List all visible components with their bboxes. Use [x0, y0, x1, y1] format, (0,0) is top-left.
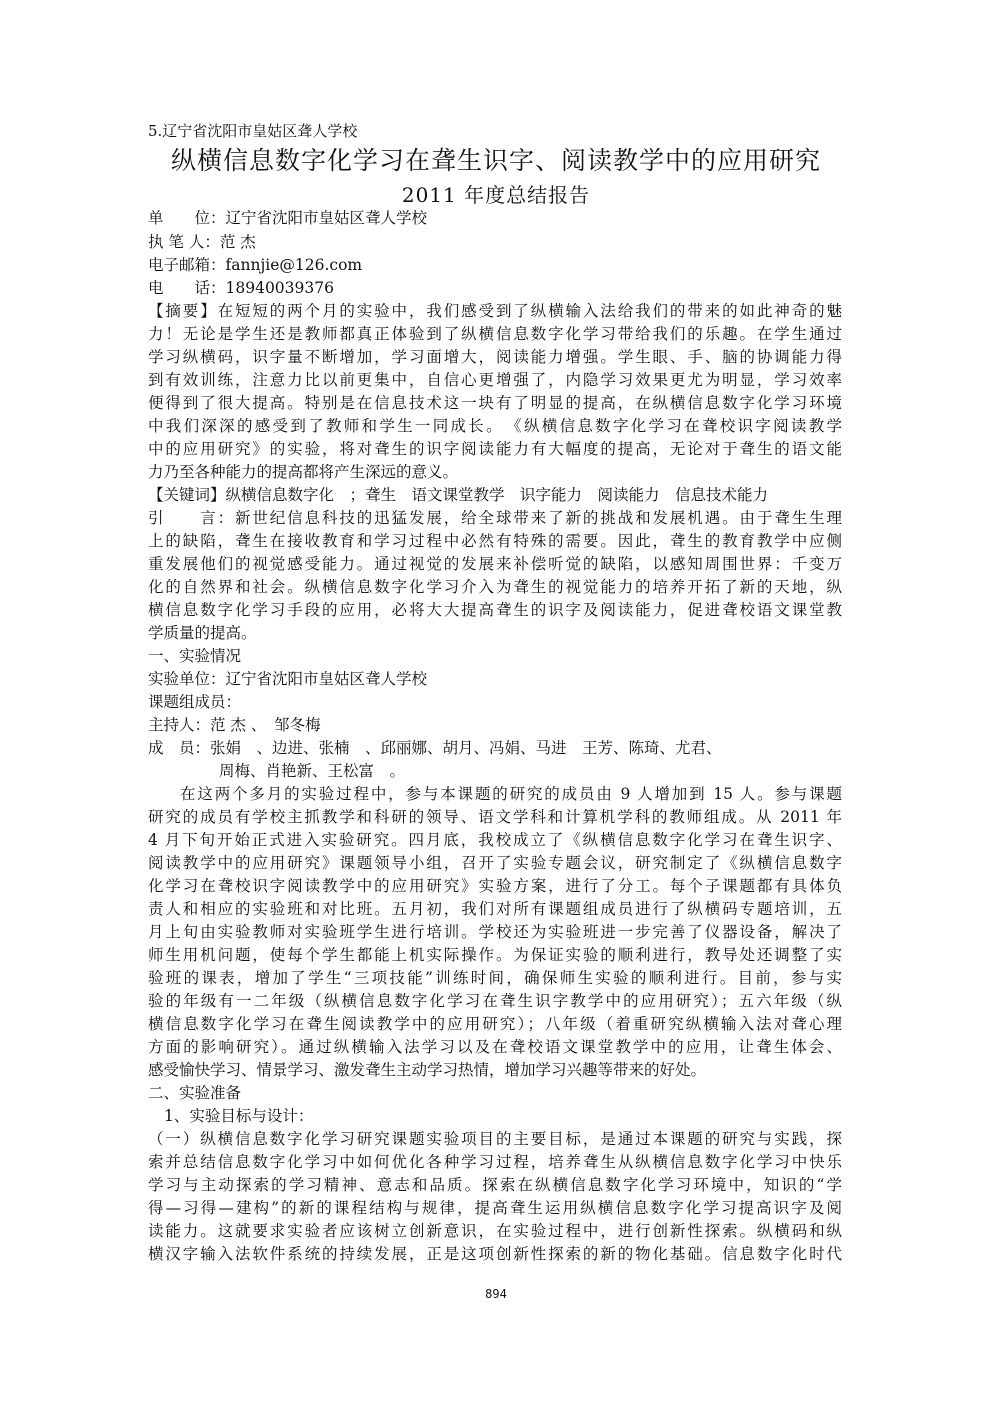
experiment-unit: 实验单位：辽宁省沈阳市皇姑区聋人学校 [148, 670, 428, 688]
body-line: 研究的成员有学校主抓教学和科研的领导、语文学科和计算机学科的教师组成。从 2011 年 [148, 808, 842, 826]
body-line: 读能力。这就要求实验者应该树立创新意识，在实验过程中，进行创新性探索。纵横码和纵 [148, 1222, 842, 1240]
body-line: 验的年级有一二年级（纵横信息数字化学习在聋生识字教学中的应用研究）；五六年级（纵 [148, 992, 842, 1010]
body-line: 横信息数字化学习在聋生阅读教学中的应用研究）；八年级（着重研究纵横输入法对聋心理 [148, 1015, 842, 1033]
body-line: 在这两个多月的实验过程中，参与本课题的研究的成员由 9 人增加到 15 人。参与课题 [180, 785, 842, 803]
body-line: 责人和相应的实验班和对比班。五月初，我们对所有课题组成员进行了纵横码专题培训，五 [148, 900, 842, 918]
intro-line: 学质量的提高。 [148, 624, 257, 642]
body-line: 4 月下旬开始正式进入实验研究。四月底，我校成立了《纵横信息数字化学习在聋生识字、 [148, 831, 842, 849]
intro-line: 引 言：新世纪信息科技的迅猛发展，给全球带来了新的挑战和发展机遇。由于聋生生理 [148, 509, 842, 527]
intro-line: 上的缺陷，聋生在接收教育和学习过程中必然有特殊的需要。因此，聋生的教育教学中应侧 [148, 532, 842, 550]
section-heading-1: 一、实验情况 [148, 647, 242, 665]
page-number: 894 [485, 1287, 507, 1301]
intro-line: 重发展他们的视觉感受能力。通过视觉的发展来补偿听觉的缺陷，以感知周围世界：千变万 [148, 555, 842, 573]
meta-email: 电子邮箱：fannjie@126.com [148, 256, 363, 274]
meta-unit: 单 位：辽宁省沈阳市皇姑区聋人学校 [148, 209, 428, 227]
source-line: 5.辽宁省沈阳市皇姑区聋人学校 [148, 122, 358, 140]
keywords-line: 【关键词】纵横信息数字化 ；聋生 语文课堂教学 识字能力 阅读能力 信息技术能力 [148, 486, 769, 504]
abstract-line: 中我们深深的感受到了教师和学生一同成长。 《纵横信息数字化学习在聋校识字阅读教学 [148, 417, 842, 435]
body-line: （一）纵横信息数字化学习研究课题实验项目的主要目标，是通过本课题的研究与实践，探 [148, 1130, 842, 1148]
document-subtitle: 2011 年度总结报告 [401, 183, 591, 207]
abstract-line: 学习纵横码，识字量不断增加，学习面增大，阅读能力增强。学生眼、手、脑的协调能力得 [148, 348, 842, 366]
members-line: 周梅、肖艳新、王松富 。 [219, 762, 406, 780]
body-line: 阅读教学中的应用研究》课题领导小组，召开了实验专题会议，研究制定了《纵横信息数字 [148, 854, 842, 872]
body-line: 验班的课表，增加了学生“三项技能”训练时间，确保师生实验的顺利进行。目前，参与实 [148, 969, 842, 987]
abstract-line: 【摘要】在短短的两个月的实验中，我们感受到了纵横输入法给我们的带来的如此神奇的魅 [148, 302, 842, 320]
document-title: 纵横信息数字化学习在聋生识字、阅读教学中的应用研究 [170, 146, 821, 175]
abstract-line: 到有效训练，注意力比以前更集中，自信心更增强了，内隐学习效果更尤为明显，学习效率 [148, 371, 842, 389]
body-line: 学习与主动探索的学习精神、意志和品质。探索在纵横信息数字化学习环境中，知识的“学 [148, 1176, 842, 1194]
meta-phone: 电 话：18940039376 [148, 279, 334, 297]
body-line: 化学习在聋校识字阅读教学中的应用研究》实验方案，进行了分工。每个子课题都有具体负 [148, 877, 842, 895]
body-line: 方面的影响研究）。通过纵横输入法学习以及在聋校语文课堂教学中的应用，让聋生体会、 [148, 1038, 842, 1056]
body-line: 感受愉快学习、情景学习、激发聋生主动学习热情，增加学习兴趣等带来的好处。 [148, 1061, 707, 1079]
abstract-line: 便得到了很大提高。特别是在信息技术这一块有了明显的提高，在纵横信息数字化学习环境 [148, 394, 842, 412]
host-line: 主持人：范 杰 、 邹冬梅 [148, 716, 321, 734]
body-line: 索并总结信息数字化学习中如何优化各种学习过程，培养聋生从纵横信息数字化学习中快乐 [148, 1153, 842, 1171]
intro-line: 横信息数字化学习手段的应用，必将大大提高聋生的识字及阅读能力，促进聋校语文课堂教 [148, 601, 842, 619]
section-heading-2: 二、实验准备 [148, 1084, 242, 1102]
body-line: 月上旬由实验教师对实验班学生进行培训。学校还为实验班进一步完善了仪器设备，解决了 [148, 923, 842, 941]
members-label: 课题组成员： [148, 693, 242, 711]
abstract-line: 力！无论是学生还是教师都真正体验到了纵横信息数字化学习带给我们的乐趣。在学生通过 [148, 325, 842, 343]
meta-author: 执 笔 人：范 杰 [148, 233, 256, 251]
intro-line: 化的自然界和社会。纵横信息数字化学习介入为聋生的视觉能力的培养开拓了新的天地，纵 [148, 578, 842, 596]
body-line: 得—习得—建构”的新的课程结构与规律，提高聋生运用纵横信息数字化学习提高识字及阅 [148, 1199, 842, 1217]
abstract-line: 力乃至各种能力的提高都将产生深远的意义。 [148, 463, 459, 481]
sub-heading: 1、实验目标与设计： [164, 1107, 314, 1125]
body-line: 师生用机问题，使每个学生都能上机实际操作。为保证实验的顺利进行，教导处还调整了实 [148, 946, 842, 964]
body-line: 横汉字输入法软件系统的持续发展，正是这项创新性探索的新的物化基础。信息数字化时代 [148, 1245, 842, 1263]
members-line: 成 员：张娟 、边进、张楠 、邱丽娜、胡月、冯娟、马进 王芳、陈琦、尤君、 [148, 739, 722, 757]
abstract-line: 中的应用研究》的实验，将对聋生的识字阅读能力有大幅度的提高，无论对于聋生的语文能 [148, 440, 842, 458]
